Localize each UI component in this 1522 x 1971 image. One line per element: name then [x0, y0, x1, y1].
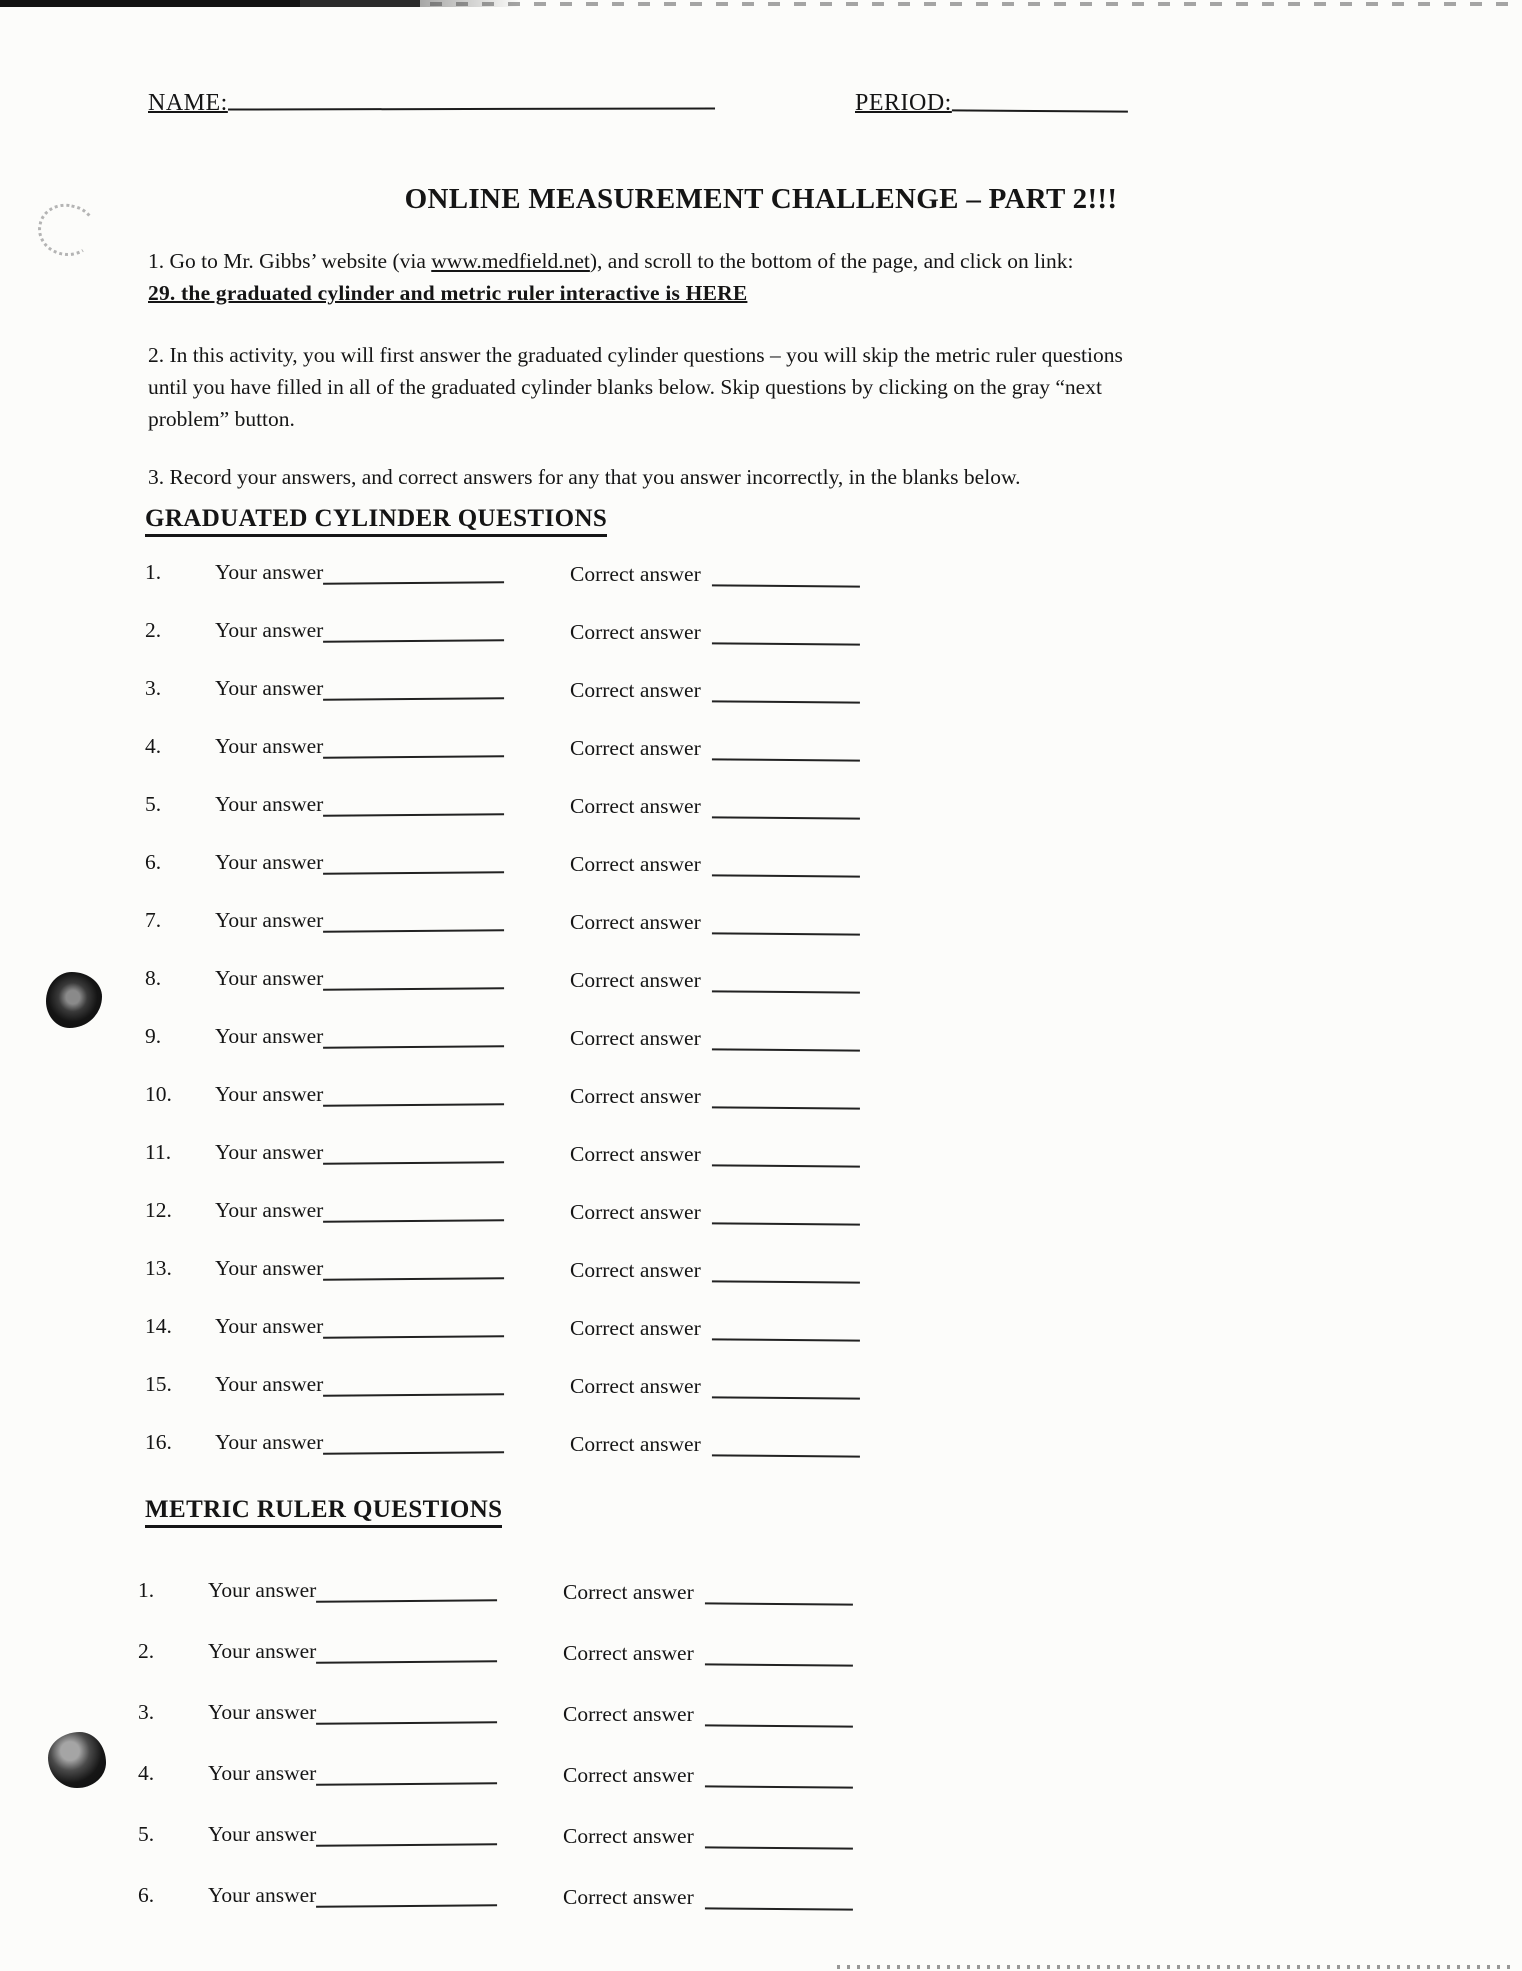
- correct-answer-blank-line: [712, 1438, 860, 1457]
- period-blank-line: [952, 87, 1128, 112]
- question-number: 5.: [145, 792, 162, 816]
- correct-answer-label: Correct answer: [570, 736, 701, 760]
- your-answer-label: Your answer: [215, 1082, 324, 1106]
- correct-answer-blank-line: [712, 858, 860, 877]
- instruction-step-2: 2. In this activity, you will first answer the graduated cylinder questions – you will skip the metric ruler questions until you have filled in all of the graduated cylinder blanks below. Skip questions by clicking on the gray “next problem” button.: [148, 343, 1123, 431]
- answer-row: [145, 966, 885, 1024]
- question-number: 6.: [145, 850, 162, 874]
- your-answer-blank-line: [323, 1435, 504, 1454]
- instruction-step-1-text: [148, 245, 1148, 277]
- question-number: 11.: [145, 1140, 172, 1164]
- answer-row: [145, 1140, 885, 1198]
- your-answer-blank-line: [316, 1644, 497, 1663]
- metric-ruler-answer-rows: [138, 1578, 878, 1948]
- your-answer-label: Your answer: [215, 792, 324, 816]
- answer-row: [145, 734, 885, 792]
- your-answer-label: Your answer: [215, 1198, 324, 1222]
- your-answer-blank-line: [323, 797, 504, 816]
- question-number: 8.: [145, 966, 162, 990]
- period-field: [855, 86, 1128, 117]
- scan-edge-dashes-bottom: [837, 1965, 1512, 1969]
- question-number: 1.: [145, 560, 162, 584]
- question-number: 16.: [145, 1430, 172, 1454]
- correct-answer-label: Correct answer: [570, 562, 701, 586]
- instruction-step-1: [148, 245, 1148, 309]
- your-answer-blank-line: [323, 913, 504, 932]
- question-number: 9.: [145, 1024, 162, 1048]
- ink-blob-artifact: [46, 972, 102, 1028]
- correct-answer-label: Correct answer: [570, 1432, 701, 1456]
- answer-row: [145, 1198, 885, 1256]
- your-answer-label: Your answer: [215, 966, 324, 990]
- your-answer-blank-line: [323, 1203, 504, 1222]
- your-answer-blank-line: [316, 1827, 497, 1846]
- your-answer-blank-line: [323, 623, 504, 642]
- correct-answer-blank-line: [712, 974, 860, 993]
- your-answer-blank-line: [316, 1766, 497, 1785]
- correct-answer-label: Correct answer: [570, 1200, 701, 1224]
- correct-answer-label: Correct answer: [570, 1084, 701, 1108]
- step1-website-text: www.medfield.net: [431, 249, 590, 273]
- correct-answer-blank-line: [712, 800, 860, 819]
- question-number: 6.: [138, 1883, 155, 1907]
- section-heading-metric-ruler: METRIC RULER QUESTIONS: [145, 1496, 502, 1528]
- your-answer-label: Your answer: [215, 1430, 324, 1454]
- answer-row: [145, 1314, 885, 1372]
- your-answer-blank-line: [323, 681, 504, 700]
- page-title: ONLINE MEASUREMENT CHALLENGE – PART 2!!!: [404, 183, 1118, 215]
- ink-blob-artifact: [48, 1732, 106, 1788]
- answer-row: [145, 1372, 885, 1430]
- scan-edge-dashes-top: [430, 2, 1522, 6]
- your-answer-label: Your answer: [208, 1700, 317, 1724]
- correct-answer-label: Correct answer: [563, 1580, 694, 1604]
- question-number: 3.: [145, 676, 162, 700]
- your-answer-blank-line: [323, 1377, 504, 1396]
- your-answer-blank-line: [323, 1145, 504, 1164]
- name-blank-line: [228, 85, 715, 110]
- your-answer-blank-line: [323, 739, 504, 758]
- your-answer-blank-line: [323, 1087, 504, 1106]
- correct-answer-label: Correct answer: [563, 1763, 694, 1787]
- answer-row: [138, 1578, 878, 1639]
- question-number: 3.: [138, 1700, 155, 1724]
- your-answer-blank-line: [323, 1029, 504, 1048]
- question-number: 2.: [138, 1639, 155, 1663]
- question-number: 4.: [145, 734, 162, 758]
- correct-answer-blank-line: [705, 1647, 853, 1666]
- your-answer-blank-line: [323, 565, 504, 584]
- step1-text-pre: 1. Go to Mr. Gibbs’ website (via: [148, 249, 432, 273]
- period-label: PERIOD:: [855, 90, 952, 116]
- correct-answer-label: Correct answer: [570, 968, 701, 992]
- correct-answer-blank-line: [712, 1090, 860, 1109]
- question-number: 14.: [145, 1314, 172, 1338]
- correct-answer-label: Correct answer: [563, 1824, 694, 1848]
- correct-answer-blank-line: [712, 1032, 860, 1051]
- answer-row: [145, 792, 885, 850]
- correct-answer-label: Correct answer: [563, 1641, 694, 1665]
- your-answer-label: Your answer: [215, 1256, 324, 1280]
- correct-answer-label: Correct answer: [570, 1316, 701, 1340]
- question-number: 10.: [145, 1082, 172, 1106]
- correct-answer-blank-line: [705, 1769, 853, 1788]
- instructions: [148, 245, 1148, 519]
- question-number: 5.: [138, 1822, 155, 1846]
- question-number: 1.: [138, 1578, 155, 1602]
- your-answer-blank-line: [323, 971, 504, 990]
- your-answer-label: Your answer: [215, 1024, 324, 1048]
- section-heading-graduated-cylinder: GRADUATED CYLINDER QUESTIONS: [145, 505, 607, 537]
- question-number: 12.: [145, 1198, 172, 1222]
- correct-answer-blank-line: [705, 1830, 853, 1849]
- answer-row: [138, 1700, 878, 1761]
- correct-answer-label: Correct answer: [570, 1026, 701, 1050]
- answer-row: [145, 850, 885, 908]
- your-answer-label: Your answer: [215, 908, 324, 932]
- correct-answer-blank-line: [712, 916, 860, 935]
- answer-row: [145, 1430, 885, 1488]
- step1-link-line: 29. the graduated cylinder and metric ruler interactive is HERE: [148, 281, 748, 305]
- answer-row: [138, 1761, 878, 1822]
- correct-answer-label: Correct answer: [570, 910, 701, 934]
- answer-row: [138, 1883, 878, 1944]
- correct-answer-label: Correct answer: [570, 1258, 701, 1282]
- correct-answer-blank-line: [712, 1206, 860, 1225]
- correct-answer-label: Correct answer: [570, 1374, 701, 1398]
- answer-row: [145, 560, 885, 618]
- correct-answer-blank-line: [712, 1264, 860, 1283]
- correct-answer-blank-line: [705, 1891, 853, 1910]
- your-answer-label: Your answer: [215, 734, 324, 758]
- your-answer-label: Your answer: [208, 1761, 317, 1785]
- your-answer-blank-line: [316, 1705, 497, 1724]
- answer-row: [145, 1256, 885, 1314]
- correct-answer-blank-line: [712, 684, 860, 703]
- answer-row: [138, 1822, 878, 1883]
- correct-answer-blank-line: [705, 1586, 853, 1605]
- your-answer-label: Your answer: [215, 1314, 324, 1338]
- your-answer-blank-line: [323, 1261, 504, 1280]
- your-answer-label: Your answer: [208, 1639, 317, 1663]
- correct-answer-label: Correct answer: [570, 852, 701, 876]
- your-answer-label: Your answer: [215, 1372, 324, 1396]
- correct-answer-blank-line: [712, 568, 860, 587]
- your-answer-label: Your answer: [215, 1140, 324, 1164]
- your-answer-blank-line: [316, 1888, 497, 1907]
- instruction-step-3: 3. Record your answers, and correct answers for any that you answer incorrectly, in the blanks below.: [148, 465, 1021, 489]
- correct-answer-label: Correct answer: [570, 1142, 701, 1166]
- question-number: 2.: [145, 618, 162, 642]
- your-answer-blank-line: [316, 1583, 497, 1602]
- question-number: 7.: [145, 908, 162, 932]
- answer-row: [145, 908, 885, 966]
- your-answer-label: Your answer: [215, 560, 324, 584]
- answer-row: [138, 1639, 878, 1700]
- correct-answer-label: Correct answer: [570, 794, 701, 818]
- correct-answer-blank-line: [705, 1708, 853, 1727]
- graduated-cylinder-answer-rows: [145, 560, 885, 1490]
- correct-answer-blank-line: [712, 742, 860, 761]
- your-answer-label: Your answer: [208, 1578, 317, 1602]
- answer-row: [145, 618, 885, 676]
- your-answer-blank-line: [323, 1319, 504, 1338]
- correct-answer-label: Correct answer: [570, 620, 701, 644]
- correct-answer-blank-line: [712, 1380, 860, 1399]
- correct-answer-label: Correct answer: [563, 1885, 694, 1909]
- your-answer-label: Your answer: [215, 618, 324, 642]
- your-answer-label: Your answer: [208, 1883, 317, 1907]
- question-number: 4.: [138, 1761, 155, 1785]
- question-number: 15.: [145, 1372, 172, 1396]
- correct-answer-label: Correct answer: [570, 678, 701, 702]
- answer-row: [145, 1024, 885, 1082]
- your-answer-label: Your answer: [215, 850, 324, 874]
- your-answer-label: Your answer: [215, 676, 324, 700]
- correct-answer-blank-line: [712, 1322, 860, 1341]
- correct-answer-blank-line: [712, 1148, 860, 1167]
- your-answer-blank-line: [323, 855, 504, 874]
- step1-text-post: ), and scroll to the bottom of the page, and click on link:: [589, 249, 1074, 273]
- answer-row: [145, 676, 885, 734]
- name-label: NAME:: [148, 90, 228, 116]
- question-number: 13.: [145, 1256, 172, 1280]
- name-field: [148, 86, 715, 117]
- correct-answer-blank-line: [712, 626, 860, 645]
- answer-row: [145, 1082, 885, 1140]
- correct-answer-label: Correct answer: [563, 1702, 694, 1726]
- your-answer-label: Your answer: [208, 1822, 317, 1846]
